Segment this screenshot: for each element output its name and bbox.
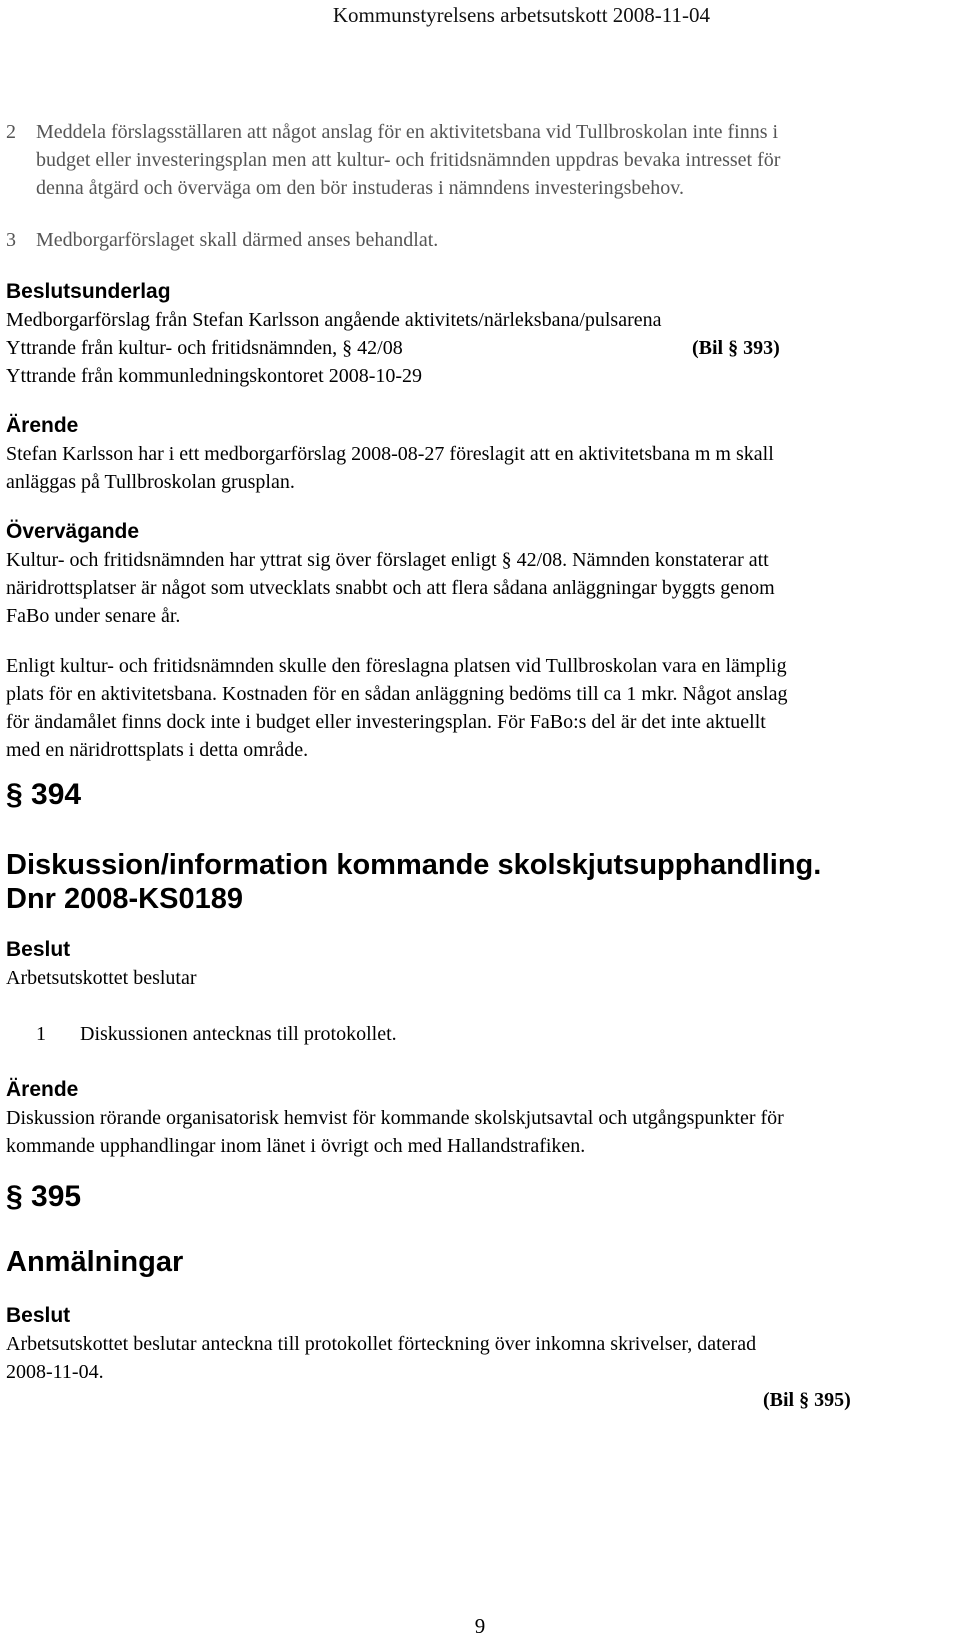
overvagande-section [6, 518, 936, 630]
paragraph-symbol: § [799, 1389, 810, 1411]
bil-reference [692, 334, 780, 362]
arende-line: Diskussion rörande organisatorisk hemvist för kommande skolskjutsavtal och utgångspunkter för [6, 1107, 784, 1129]
item-number: 2 [6, 121, 16, 143]
section-dnr: Dnr 2008-KS0189 [6, 883, 243, 915]
item-number: 1 [36, 1023, 46, 1045]
section-heading: Beslut [6, 1304, 71, 1327]
arende-section [6, 412, 936, 496]
beslut-section [6, 936, 936, 992]
section-heading: Ärende [6, 1078, 79, 1101]
beslutsunderlag-section [6, 278, 936, 390]
underlag-line-text: Yttrande från kultur- och fritidsnämnden, [6, 337, 338, 359]
bil-number: 395) [814, 1389, 851, 1411]
decision-item-3 [6, 226, 438, 254]
item-line: Medborgarförslaget skall därmed anses behandlat. [36, 229, 439, 251]
arende-line: Stefan Karlsson har i ett medborgarförslag 2008-08-27 föreslagit att en aktivitetsbana m m skall [6, 443, 774, 465]
paragraph-line: Enligt kultur- och fritidsnämnden skulle den föreslagna platsen vid Tullbroskolan vara en lämplig [6, 655, 787, 677]
arende-section-394 [6, 1076, 936, 1160]
underlag-line: Yttrande från kommunledningskontoret 2008-10-29 [6, 365, 423, 387]
item-line: budget eller investeringsplan men att kultur- och fritidsnämnden uppdras bevaka intresset för [36, 149, 781, 171]
paragraph-symbol: § [728, 337, 739, 359]
overvagande-paragraph-2 [6, 652, 936, 764]
paragraph-line: för ändamålet finns dock inte i budget eller investeringsplan. För FaBo:s del är det inte aktuellt [6, 711, 766, 733]
section-number: 395 [31, 1180, 82, 1213]
item-number: 3 [6, 229, 16, 251]
overvagande-line: näridrottsplatser är något som utvecklats snabbt och att flera sådana anläggningar byggts genom [6, 577, 775, 599]
bil-number: 393) [743, 337, 780, 359]
overvagande-line: FaBo under senare år. [6, 605, 181, 627]
section-heading: Beslutsunderlag [6, 280, 171, 303]
beslut-line: Arbetsutskottet beslutar anteckna till protokollet förteckning över inkomna skrivelser, daterad [6, 1333, 757, 1355]
paragraph-symbol: § [342, 337, 353, 359]
paragraph-line: plats för en aktivitetsbana. Kostnaden för en sådan anläggning bedöms till ca 1 mkr. Något anslag [6, 683, 788, 705]
arende-line: anläggas på Tullbroskolan grusplan. [6, 471, 295, 493]
section-394-number [6, 778, 81, 812]
section-395-number [6, 1180, 81, 1214]
item-line: Meddela förslagsställaren att något anslag för en aktivitetsbana vid Tullbroskolan inte finns i [36, 121, 779, 143]
section-heading: Ärende [6, 414, 79, 437]
section-394-title [6, 848, 821, 916]
section-395-title: Anmälningar [6, 1246, 184, 1278]
section-number: 394 [31, 778, 82, 811]
section-title: Diskussion/information kommande skolskjutsupphandling. [6, 849, 822, 881]
arende-line: kommande upphandlingar inom länet i övrigt och med Hallandstrafiken. [6, 1135, 586, 1157]
paragraph-line: med en näridrottsplats i detta område. [6, 739, 309, 761]
paragraph-symbol: § [6, 1180, 23, 1213]
bil-label: (Bil [763, 1389, 795, 1411]
paragraph-symbol: § [501, 549, 512, 571]
beslut-text: Arbetsutskottet beslutar [6, 967, 197, 989]
bil-label: (Bil [692, 337, 724, 359]
beslut-line: 2008-11-04. [6, 1361, 104, 1383]
paragraph-symbol: § [6, 778, 23, 811]
item-text: Diskussionen antecknas till protokollet. [80, 1023, 397, 1045]
item-line: denna åtgärd och överväga om den bör instuderas i nämndens investeringsbehov. [36, 177, 684, 199]
underlag-line: Medborgarförslag från Stefan Karlsson angående aktivitets/närleksbana/pulsarena [6, 309, 662, 331]
section-heading: Övervägande [6, 520, 140, 543]
beslut-section-395 [6, 1302, 936, 1386]
bil-reference-395 [763, 1386, 851, 1414]
overvagande-line [6, 546, 936, 574]
overvagande-text: Kultur- och fritidsnämnden har yttrat sig över förslaget enligt [6, 549, 497, 571]
overvagande-text: 42/08. Nämnden konstaterar att [516, 549, 769, 571]
page-number: 9 [474, 1614, 486, 1638]
section-heading: Beslut [6, 938, 71, 961]
decision-item-2 [6, 118, 780, 202]
page-header: Kommunstyrelsens arbetsutskott 2008-11-04 [332, 3, 710, 27]
paragraph-ref: 42/08 [357, 337, 403, 359]
